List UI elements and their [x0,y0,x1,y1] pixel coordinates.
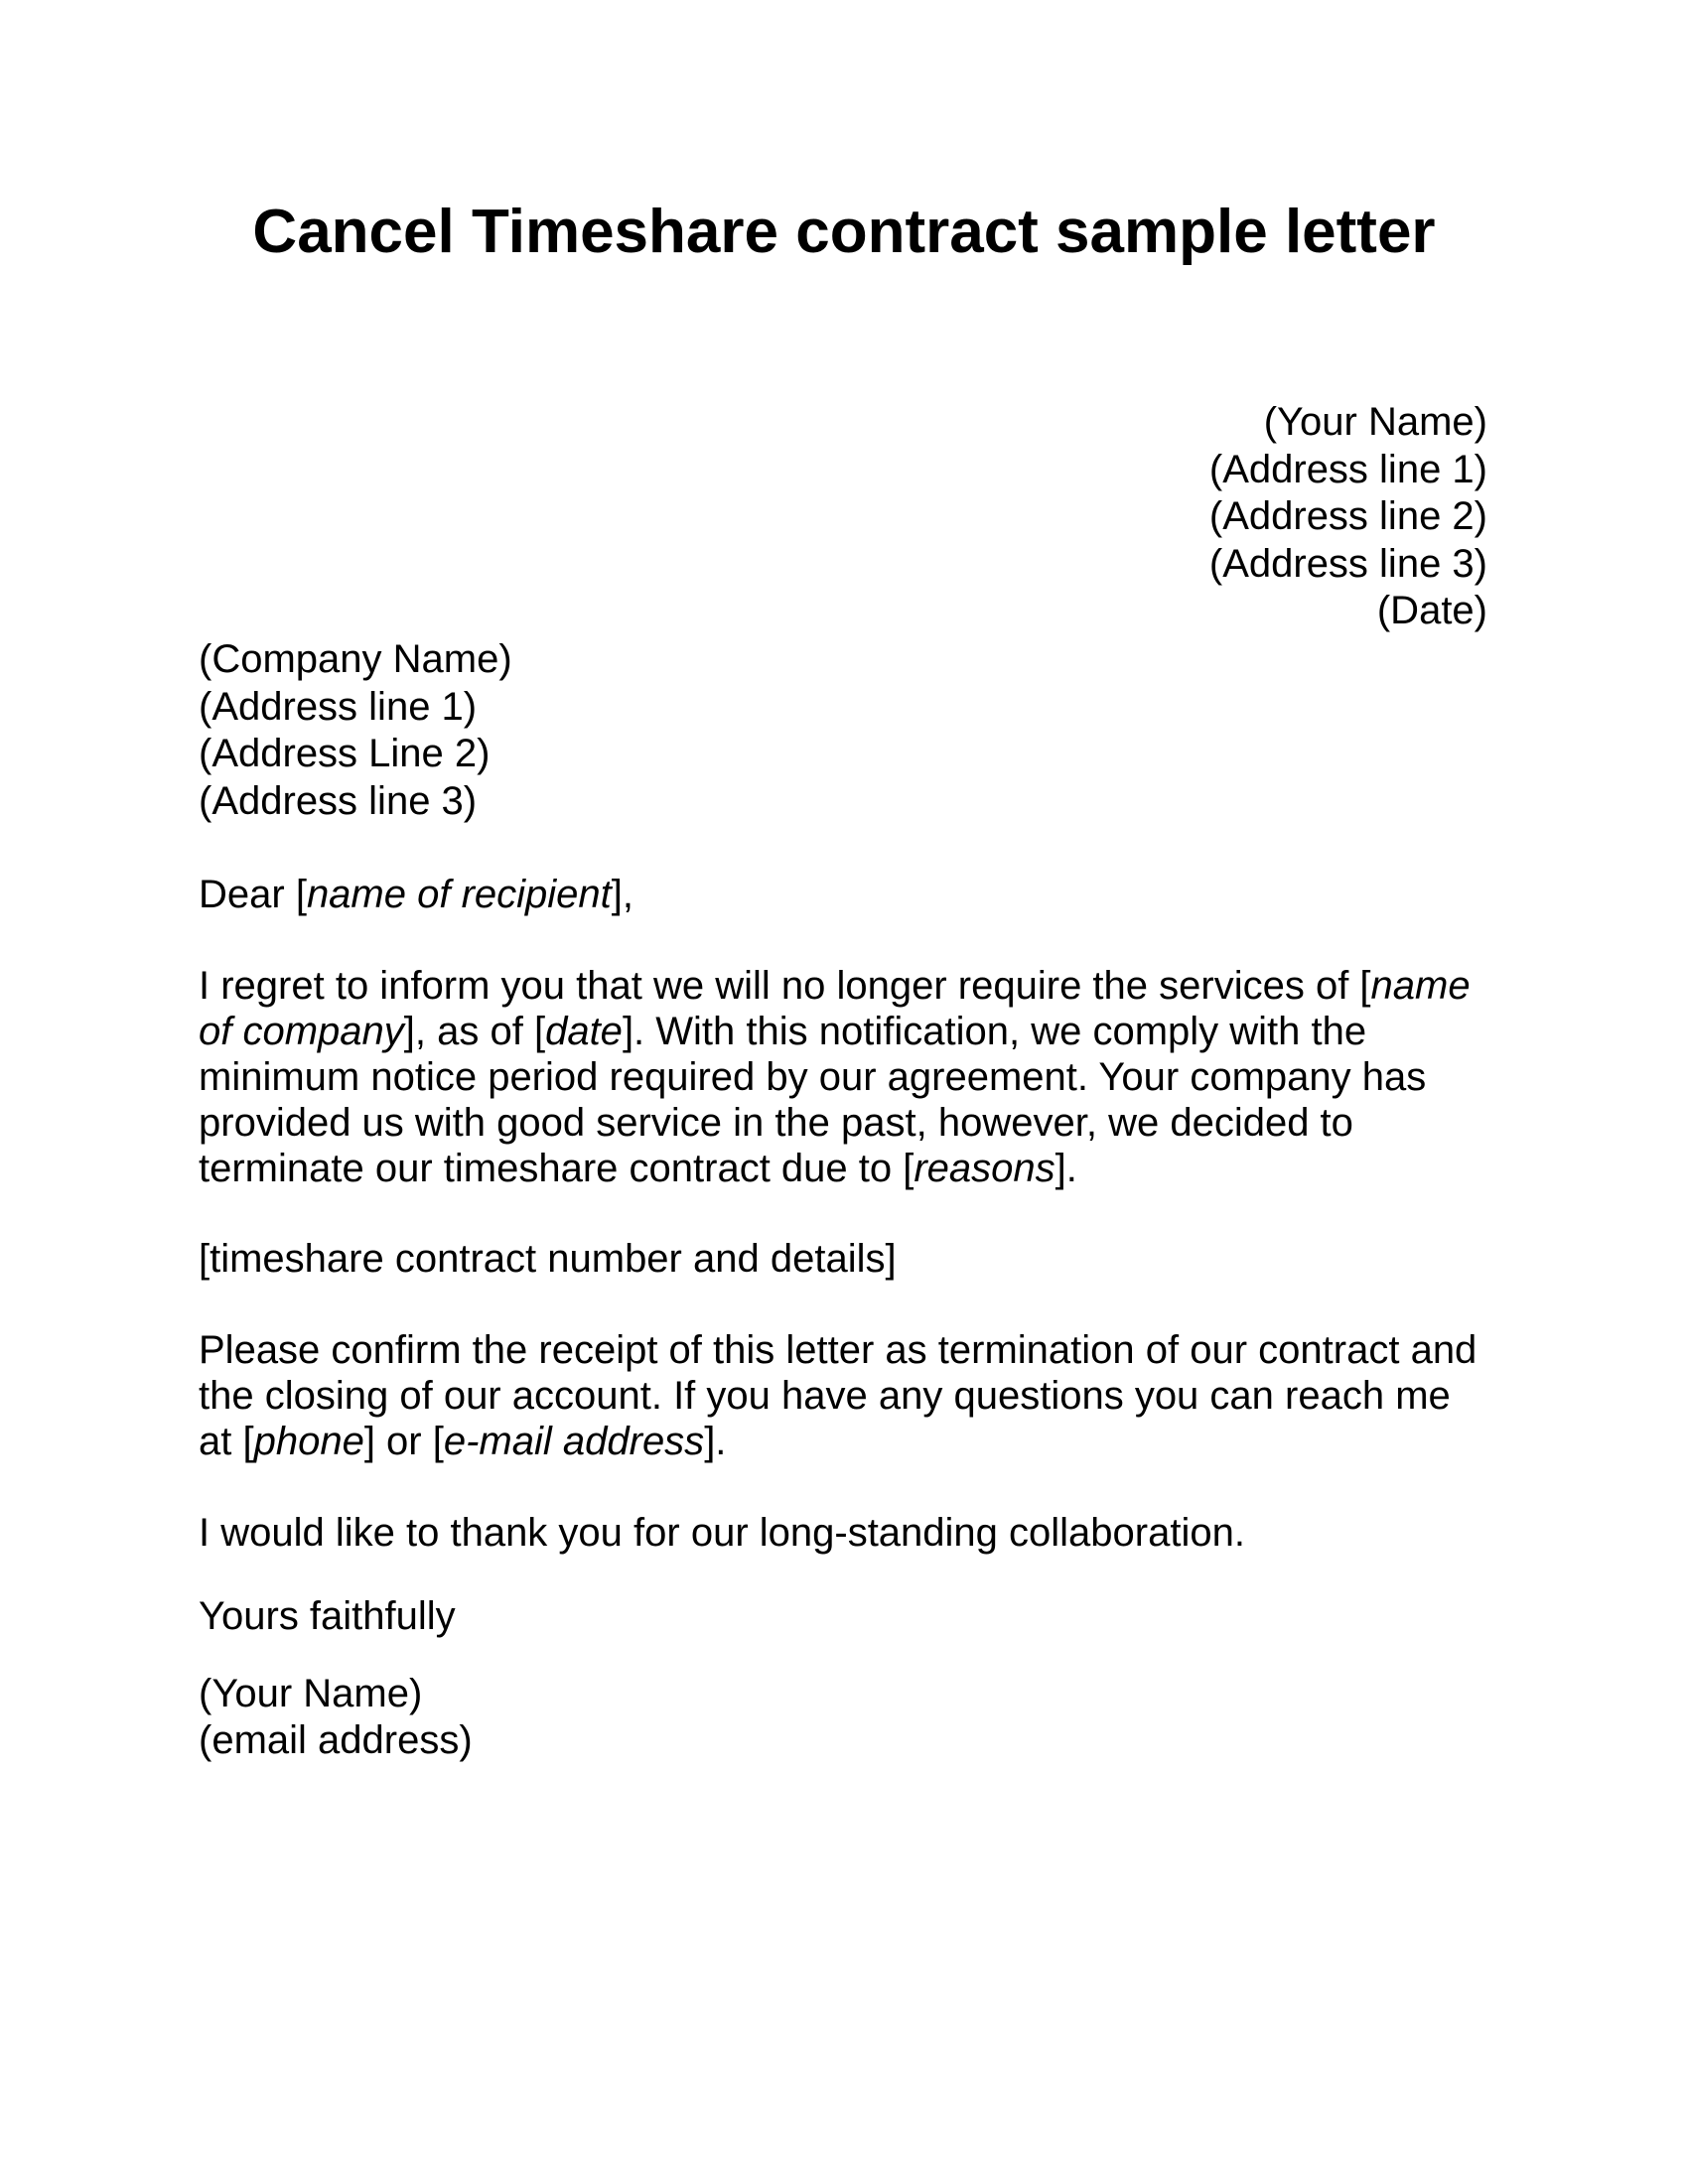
contract-details: [timeshare contract number and details] [199,1237,897,1281]
paragraph-2-line-3 [199,1419,1489,1464]
recipient-address-line-3: (Address line 3) [199,778,478,823]
paragraph-1-line-3: minimum notice period required by our agreement. Your company has [199,1055,1427,1099]
salutation [199,872,1489,917]
body-paragraph-2 [199,1327,1489,1464]
paragraph-2-line-3-middle: ] or [ [363,1420,444,1463]
sender-date: (Date) [1376,589,1487,632]
paragraph-1-line-2 [199,1009,1489,1054]
paragraph-1-placeholder-company: of company [199,1010,404,1053]
paragraph-2-placeholder-email: e-mail address [443,1420,705,1463]
sender-address-line-1: (Address line 1) [1208,447,1487,491]
paragraph-1-line-5-text: terminate our timeshare contract due to [ [199,1147,914,1190]
closing-line: Yours faithfully [199,1594,456,1638]
paragraph-1-placeholder-date: date [545,1010,623,1053]
paragraph-2-line-1: Please confirm the receipt of this letter as termination of our contract and [199,1328,1477,1372]
recipient-address-block [199,636,512,825]
paragraph-1-placeholder-reasons: reasons [914,1147,1055,1190]
paragraph-1-line-4: provided us with good service in the past, however, we decided to [199,1101,1353,1145]
sender-address-block [1209,399,1487,635]
recipient-company-name: (Company Name) [199,637,512,681]
salutation-placeholder: name of recipient [306,873,612,916]
thanks-line: I would like to thank you for our long-standing collaboration. [199,1511,1245,1555]
recipient-address-line-2: (Address Line 2) [199,732,491,775]
paragraph-2-line-2: the closing of our account. If you have any questions you can reach me [199,1374,1451,1418]
sender-address-line-2: (Address line 2) [1208,494,1487,538]
paragraph-1-line-2-text-a: ], as of [ [403,1010,546,1053]
signature-name: (Your Name) [199,1672,423,1715]
page-title: Cancel Timeshare contract sample letter [252,198,1436,266]
salutation-suffix: ], [611,873,634,916]
paragraph-2-line-3-suffix: ]. [704,1420,727,1463]
sender-address-line-3: (Address line 3) [1208,541,1487,586]
sender-name: (Your Name) [1263,400,1487,444]
signature-block [199,1671,1489,1764]
paragraph-1-line-1-text: I regret to inform you that we will no longer require the services of [ [199,964,1371,1008]
body-paragraph-1 [199,963,1489,1191]
recipient-address-line-1: (Address line 1) [199,684,478,729]
paragraph-1-line-2-text-b: ]. With this notification, we comply with the [622,1010,1367,1053]
paragraph-1-line-5 [199,1146,1489,1191]
salutation-prefix: Dear [ [199,873,307,916]
paragraph-2-placeholder-phone: phone [253,1420,364,1463]
paragraph-2-line-3-prefix: at [ [199,1420,254,1463]
paragraph-1-line-1 [199,963,1489,1009]
paragraph-1-line-5-suffix: ]. [1055,1147,1077,1190]
paragraph-1-placeholder-name: name [1370,964,1471,1008]
signature-email: (email address) [199,1718,473,1762]
